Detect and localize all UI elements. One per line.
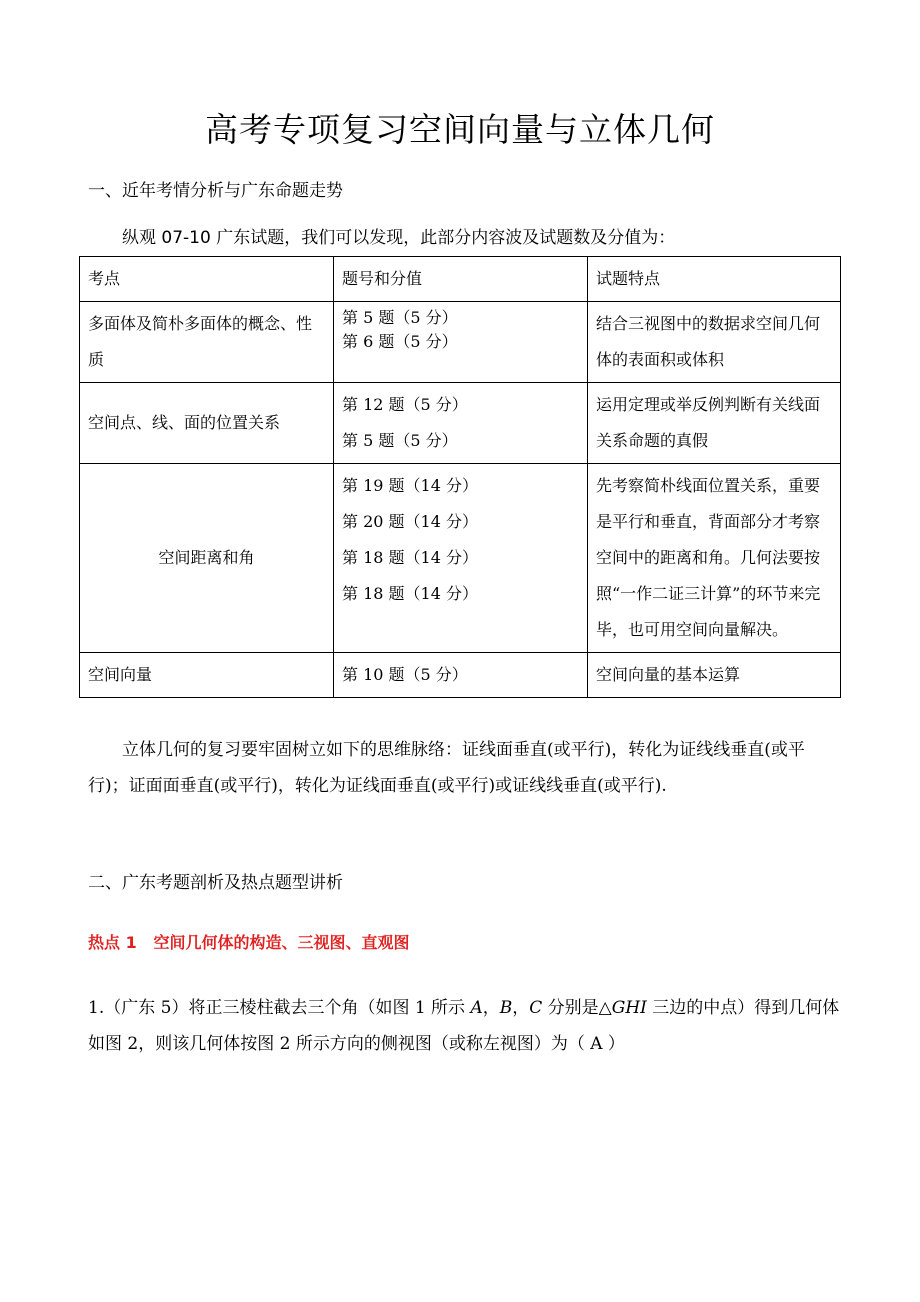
- section-heading-1: 一、近年考情分析与广东命题走势: [88, 181, 343, 201]
- question-text: ，: [512, 998, 530, 1018]
- table-header-cell: 考点: [80, 257, 334, 302]
- item-line: 第 5 题（5 分）: [342, 431, 458, 450]
- summary-paragraph: 立体几何的复习要牢固树立如下的思维脉络：证线面垂直(或平行)，转化为证线线垂直(或平行)；证面面垂直(或平行)，转化为证线面垂直(或平行)或证线线垂直(或平行).: [88, 740, 805, 796]
- topic-cell: 空间向量: [80, 653, 334, 698]
- items-cell: [334, 383, 588, 464]
- item-line: 第 18 题（14 分）: [342, 584, 478, 603]
- item-line: 第 20 题（14 分）: [342, 512, 478, 531]
- topic-cell: 多面体及简朴多面体的概念、性质: [80, 302, 334, 383]
- table-row: [80, 653, 841, 698]
- section-heading-2: 二、广东考题剖析及热点题型讲析: [88, 873, 343, 893]
- exam-stats-table: [79, 256, 841, 698]
- item-line: 第 6 题（5 分）: [342, 332, 458, 351]
- topic-cell: 空间点、线、面的位置关系: [80, 383, 334, 464]
- question-1: [88, 990, 840, 1062]
- page-title: 高考专项复习空间向量与立体几何: [205, 110, 715, 149]
- table-header-cell: 题号和分值: [334, 257, 588, 302]
- feature-cell: 空间向量的基本运算: [588, 653, 841, 698]
- math-var: B: [499, 998, 513, 1018]
- math-var: GHI: [611, 998, 647, 1018]
- item-line: 第 18 题（14 分）: [342, 548, 478, 567]
- hotspot-title: 空间几何体的构造、三视图、直观图: [153, 933, 410, 952]
- items-cell: [334, 464, 588, 653]
- section-intro: 纵观 07-10 广东试题，我们可以发现，此部分内容波及试题数及分值为：: [122, 228, 676, 248]
- table-row: [80, 464, 841, 653]
- item-line: 第 10 题（5 分）: [342, 665, 468, 684]
- item-line: 第 5 题（5 分）: [342, 308, 458, 327]
- item-line: 第 19 题（14 分）: [342, 476, 478, 495]
- hotspot-heading: [88, 930, 409, 953]
- feature-cell: 结合三视图中的数据求空间几何体的表面积或体积: [588, 302, 841, 383]
- feature-cell: 运用定理或举反例判断有关线面关系命题的真假: [588, 383, 841, 464]
- table-header-cell: 试题特点: [588, 257, 841, 302]
- table-row: [80, 302, 841, 383]
- topic-cell: 空间距离和角: [80, 464, 334, 653]
- math-var: C: [529, 998, 543, 1018]
- items-cell: [334, 653, 588, 698]
- table-header-row: [80, 257, 841, 302]
- item-line: 第 12 题（5 分）: [342, 395, 468, 414]
- question-text: 1.（广东 5）将正三棱柱截去三个角（如图 1 所示: [88, 998, 471, 1018]
- question-text: 分别是△: [542, 998, 612, 1018]
- question-text: ，: [482, 998, 500, 1018]
- math-var: A: [470, 998, 483, 1018]
- hotspot-label: 热点 1: [88, 933, 137, 952]
- feature-cell: 先考察简朴线面位置关系，重要是平行和垂直，背面部分才考察空间中的距离和角。几何法要按照“一作二证三计算”的环节来完毕，也可用空间向量解决。: [588, 464, 841, 653]
- items-cell: [334, 302, 588, 383]
- table-row: [80, 383, 841, 464]
- question-text: 三边的中点）得到几何体如图 2，则该几何体按图 2 所示方向的侧视图（或称左视图）为（ A ）: [88, 998, 840, 1054]
